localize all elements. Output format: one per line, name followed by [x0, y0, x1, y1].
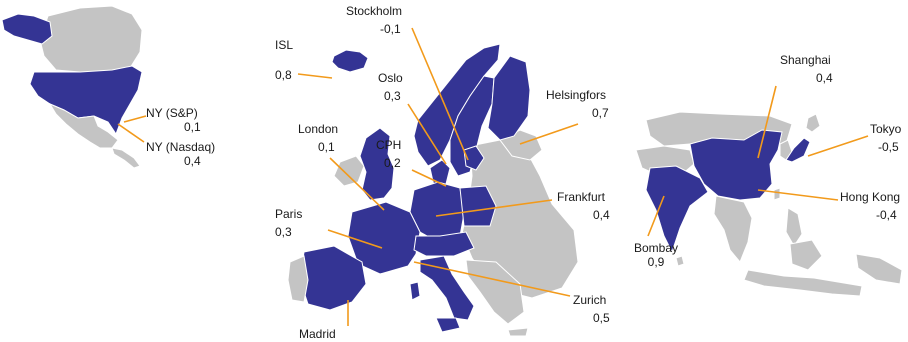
ny-nasdaq-name: NY (Nasdaq)	[146, 140, 216, 154]
isl-label	[275, 38, 293, 82]
shanghai-name: Shanghai	[780, 53, 831, 67]
oslo-label	[378, 71, 403, 103]
alaska-shape	[2, 14, 52, 44]
helsingfors-label	[546, 88, 609, 120]
southeast-asia-land	[714, 196, 752, 262]
zurich-label	[573, 293, 610, 325]
ny-sp-value: 0,1	[184, 120, 201, 134]
indonesia-land	[744, 270, 862, 296]
ny-nasdaq-value: 0,4	[184, 154, 201, 168]
portugal-land	[288, 256, 308, 302]
cph-value: 0,2	[384, 156, 401, 170]
stockholm-name: Stockholm	[346, 4, 403, 18]
isl-value: 0,8	[275, 68, 292, 82]
ny-nasdaq-label	[146, 140, 215, 168]
frankfurt-value: 0,4	[593, 208, 610, 222]
london-name: London	[298, 122, 339, 136]
stockholm-label	[346, 4, 402, 36]
ireland-land	[334, 156, 364, 186]
shanghai-value: 0,4	[816, 71, 833, 85]
north-america-region	[2, 6, 142, 168]
stockholm-value: -0,1	[380, 22, 401, 36]
hong-kong-name: Hong Kong	[840, 190, 901, 204]
ny-sp-arrow	[124, 116, 146, 122]
madrid-label	[299, 327, 336, 341]
taiwan-land	[774, 188, 780, 200]
canada-land	[40, 6, 142, 72]
crete-land	[508, 328, 528, 336]
tokyo-name: Tokyo	[870, 122, 902, 136]
hong-kong-value: -0,4	[876, 208, 897, 222]
tokyo-value: -0,5	[878, 140, 899, 154]
london-value: 0,1	[318, 140, 335, 154]
bombay-label	[628, 241, 684, 269]
paris-label	[275, 207, 302, 239]
india-shape	[646, 166, 708, 252]
borneo-land	[790, 240, 822, 270]
ny-nasdaq-arrow	[118, 124, 144, 142]
central-america-land	[112, 148, 140, 168]
iceland-shape	[332, 50, 368, 72]
hong-kong-label	[840, 190, 900, 222]
cph-name: CPH	[376, 138, 402, 152]
helsingfors-value: 0,7	[592, 106, 609, 120]
bombay-name: Bombay	[633, 241, 679, 255]
isl-name: ISL	[275, 38, 294, 52]
paris-value: 0,3	[275, 225, 292, 239]
madrid-name: Madrid	[299, 327, 336, 341]
frankfurt-name: Frankfurt	[557, 190, 606, 204]
new-guinea-land	[856, 254, 902, 284]
europe-region	[288, 44, 578, 336]
helsingfors-name: Helsingfors	[546, 88, 607, 102]
shanghai-label	[780, 53, 833, 85]
frankfurt-label	[557, 190, 610, 222]
cph-label	[376, 138, 401, 170]
zurich-name: Zurich	[573, 293, 607, 307]
ny-sp-label	[146, 106, 201, 134]
isl-arrow	[298, 74, 332, 78]
tokyo-label	[870, 122, 901, 154]
hong-kong-arrow	[758, 190, 838, 200]
tokyo-arrow	[808, 136, 868, 156]
sardinia-shape	[410, 282, 420, 300]
alps-shape	[414, 232, 474, 256]
philippines-land	[786, 208, 802, 246]
london-label	[298, 122, 338, 154]
finland-shape	[488, 56, 530, 140]
japan-north-land	[806, 114, 820, 132]
oslo-name: Oslo	[378, 71, 403, 85]
oslo-value: 0,3	[384, 89, 401, 103]
zurich-value: 0,5	[593, 311, 610, 325]
bombay-value: 0,9	[647, 255, 665, 269]
paris-name: Paris	[275, 207, 303, 221]
ny-sp-name: NY (S&P)	[146, 106, 198, 120]
sicily-shape	[436, 318, 460, 332]
